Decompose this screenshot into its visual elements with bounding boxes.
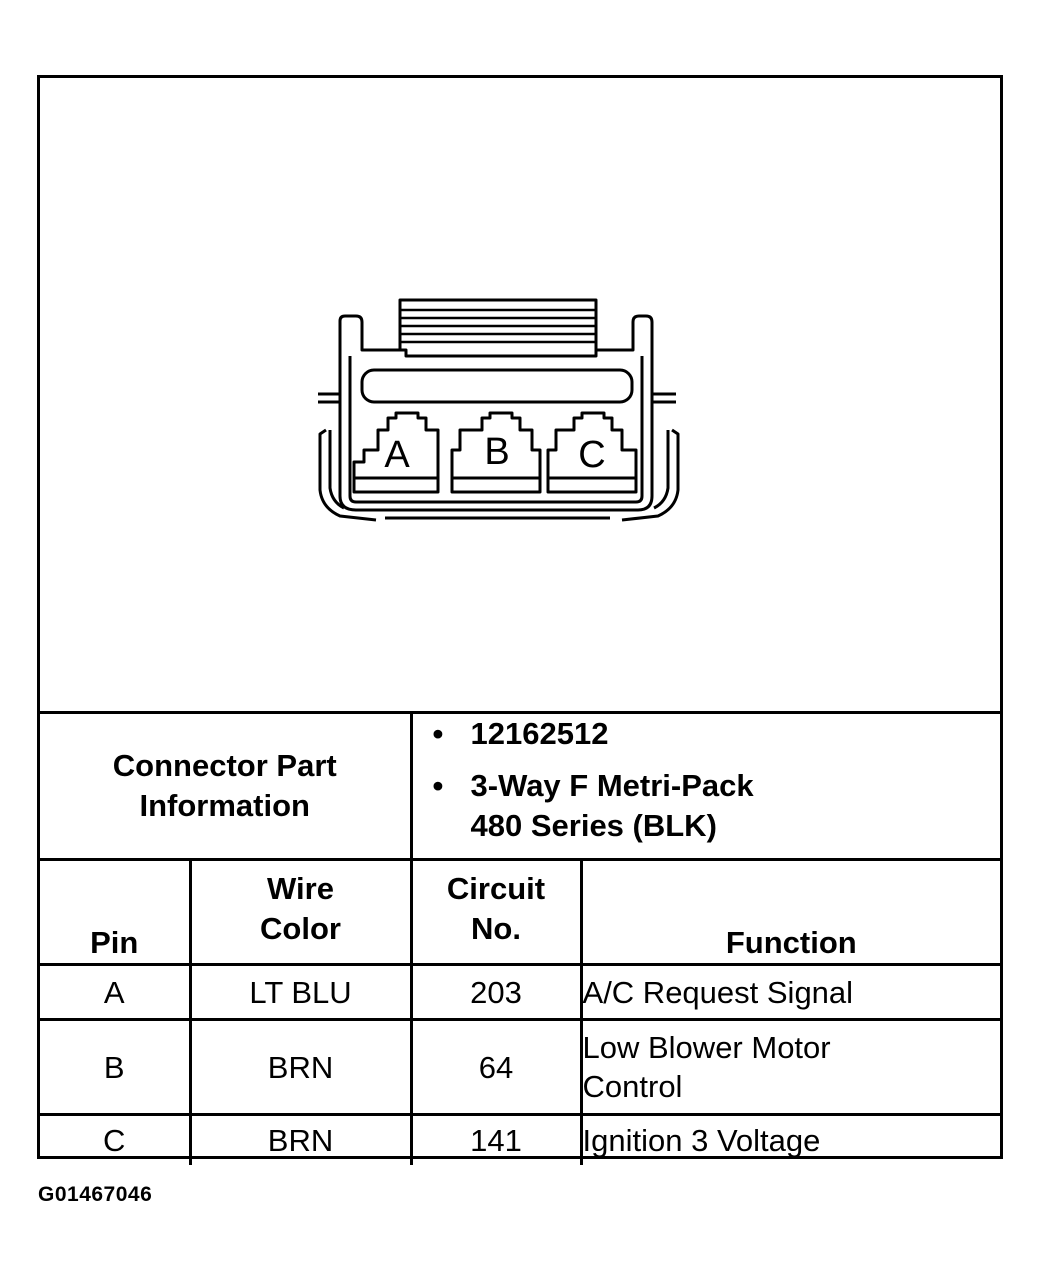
connector-diagram-frame <box>37 75 1003 1159</box>
wire-color-cell: LT BLU <box>190 965 411 1020</box>
pin-cell: B <box>40 1020 190 1115</box>
function-cell: Ignition 3 Voltage <box>581 1115 1000 1166</box>
pin-cell: C <box>40 1115 190 1166</box>
part-number: • 12162512 <box>471 714 1001 754</box>
pin-label-b: B <box>484 431 510 473</box>
circuit-cell: 141 <box>411 1115 581 1166</box>
part-info-label-line2: Information <box>139 788 310 823</box>
connector-face-drawing <box>40 78 1000 711</box>
connector-face-svg <box>40 78 1000 711</box>
pin-label-c: C <box>578 434 606 476</box>
circuit-cell: 64 <box>411 1020 581 1115</box>
header-function: Function <box>581 860 1000 965</box>
connector-part-info-label <box>40 713 411 860</box>
connector-info-table <box>40 711 1000 1165</box>
table-row <box>40 1115 1000 1166</box>
table-row <box>40 965 1000 1020</box>
connector-part-info-value <box>411 713 1000 860</box>
diagram-id: G01467046 <box>38 1183 153 1206</box>
circuit-cell: 203 <box>411 965 581 1020</box>
latch-block <box>400 300 596 356</box>
pin-cell: A <box>40 965 190 1020</box>
pin-label-a: A <box>384 434 410 476</box>
part-info-label-line1: Connector Part <box>112 748 337 783</box>
part-description: • 3-Way F Metri-Pack 480 Series (BLK) <box>471 766 1001 846</box>
header-wire-color: Wire Color <box>190 860 411 965</box>
header-circuit-no: Circuit No. <box>411 860 581 965</box>
function-cell: A/C Request Signal <box>581 965 1000 1020</box>
wire-color-cell: BRN <box>190 1115 411 1166</box>
wire-color-cell: BRN <box>190 1020 411 1115</box>
header-pin: Pin <box>40 860 190 965</box>
function-cell: Low Blower Motor Control <box>581 1020 1000 1115</box>
table-row <box>40 1020 1000 1115</box>
